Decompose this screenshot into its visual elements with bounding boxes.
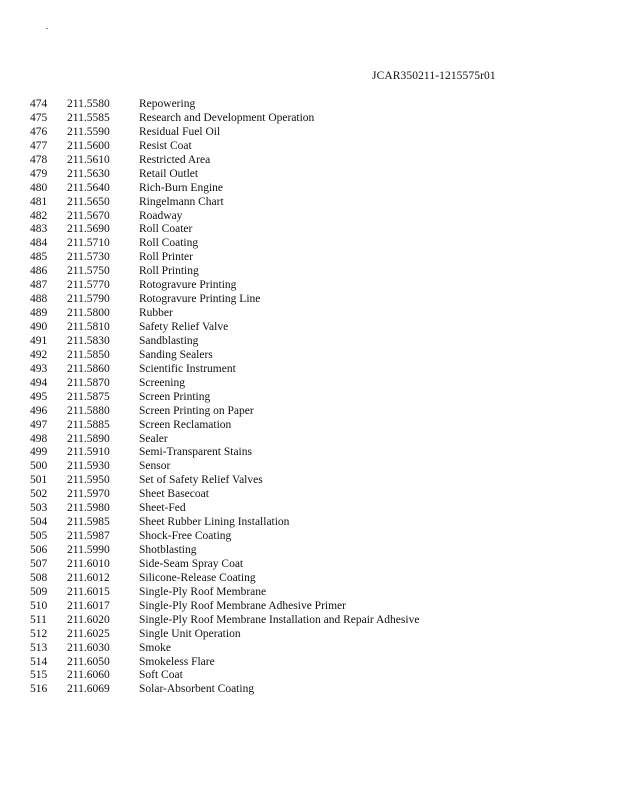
section-number: 211.6012 (67, 571, 110, 584)
item-number: 507 (30, 557, 48, 570)
section-number: 211.5990 (67, 544, 110, 556)
section-number: 211.5885 (67, 418, 110, 431)
defined-term: Screen Printing on Paper (139, 404, 254, 417)
list-item (0, 112, 619, 126)
section-number: 211.6017 (67, 599, 110, 612)
list-item (0, 516, 619, 530)
defined-term: Shotblasting (139, 544, 197, 556)
list-item (0, 405, 619, 419)
section-number: 211.5710 (67, 237, 110, 250)
definitions-list (0, 98, 619, 697)
list-item (0, 642, 619, 656)
section-number: 211.5830 (67, 334, 110, 347)
list-item (0, 433, 619, 447)
item-number: 476 (30, 125, 48, 138)
list-item (0, 321, 619, 335)
section-number: 211.5985 (67, 516, 110, 529)
list-item (0, 474, 619, 488)
defined-term: Rich-Burn Engine (139, 181, 223, 194)
defined-term: Shock-Free Coating (139, 530, 232, 543)
list-item (0, 154, 619, 168)
item-number: 497 (30, 418, 48, 431)
section-number: 211.5590 (67, 125, 110, 138)
list-item (0, 544, 619, 558)
section-number: 211.5670 (67, 209, 110, 222)
list-item (0, 335, 619, 349)
item-number: 508 (30, 571, 48, 584)
item-number: 496 (30, 404, 48, 417)
defined-term: Scientific Instrument (139, 362, 236, 375)
item-number: 493 (30, 362, 48, 375)
defined-term: Smoke (139, 641, 171, 654)
section-number: 211.5850 (67, 348, 110, 361)
item-number: 501 (30, 474, 48, 487)
section-number: 211.5970 (67, 488, 110, 501)
defined-term: Rotogravure Printing Line (139, 293, 261, 306)
section-number: 211.5910 (67, 446, 110, 459)
list-item (0, 586, 619, 600)
section-number: 211.5810 (67, 321, 110, 333)
list-item (0, 196, 619, 210)
document-id: JCAR350211-1215575r01 (372, 70, 496, 82)
section-number: 211.6020 (67, 613, 110, 626)
defined-term: Screening (139, 376, 185, 389)
defined-term: Sheet-Fed (139, 502, 186, 515)
item-number: 488 (30, 293, 48, 306)
item-number: 511 (30, 613, 47, 626)
list-item (0, 614, 619, 628)
defined-term: Safety Relief Valve (139, 321, 229, 333)
list-item (0, 126, 619, 140)
list-item (0, 363, 619, 377)
defined-term: Sandblasting (139, 334, 199, 347)
item-number: 477 (30, 139, 48, 152)
list-item (0, 223, 619, 237)
section-number: 211.5860 (67, 362, 110, 375)
list-item (0, 307, 619, 321)
list-item (0, 237, 619, 251)
item-number: 475 (30, 111, 48, 124)
item-number: 478 (30, 153, 48, 166)
list-item (0, 488, 619, 502)
defined-term: Roadway (139, 209, 183, 222)
list-item (0, 656, 619, 670)
item-number: 502 (30, 488, 48, 501)
list-item (0, 279, 619, 293)
defined-term: Sheet Rubber Lining Installation (139, 516, 290, 529)
item-number: 512 (30, 627, 48, 640)
defined-term: Retail Outlet (139, 167, 199, 180)
defined-term: Resist Coat (139, 139, 192, 152)
item-number: 499 (30, 446, 48, 459)
section-number: 211.6060 (67, 669, 110, 682)
item-number: 500 (30, 460, 48, 473)
list-item (0, 600, 619, 614)
list-item (0, 628, 619, 642)
defined-term: Screen Printing (139, 390, 211, 403)
list-item (0, 168, 619, 182)
defined-term: Smokeless Flare (139, 655, 215, 668)
item-number: 494 (30, 376, 48, 389)
section-number: 211.5640 (67, 181, 110, 194)
defined-term: Set of Safety Relief Valves (139, 474, 263, 487)
item-number: 482 (30, 209, 48, 222)
list-item (0, 669, 619, 683)
item-number: 506 (30, 544, 48, 556)
defined-term: Roll Coating (139, 237, 199, 250)
defined-term: Single Unit Operation (139, 627, 241, 640)
item-number: 505 (30, 530, 48, 543)
defined-term: Semi-Transparent Stains (139, 446, 252, 459)
section-number: 211.6015 (67, 585, 110, 598)
section-number: 211.5870 (67, 376, 110, 389)
defined-term: Residual Fuel Oil (139, 125, 221, 138)
list-item (0, 683, 619, 697)
section-number: 211.5580 (67, 98, 110, 110)
section-number: 211.5730 (67, 251, 110, 264)
list-item (0, 460, 619, 474)
item-number: 510 (30, 599, 48, 612)
item-number: 480 (30, 181, 48, 194)
defined-term: Silicone-Release Coating (139, 571, 256, 584)
section-number: 211.6025 (67, 627, 110, 640)
defined-term: Single-Ply Roof Membrane Installation and Repair Adhesive (139, 613, 420, 626)
item-number: 495 (30, 390, 48, 403)
section-number: 211.5610 (67, 153, 110, 166)
section-number: 211.6030 (67, 641, 110, 654)
section-number: 211.5880 (67, 404, 110, 417)
item-number: 490 (30, 321, 48, 333)
list-item (0, 391, 619, 405)
list-item (0, 98, 619, 112)
scan-speck (46, 28, 48, 29)
section-number: 211.5650 (67, 195, 110, 208)
defined-term: Screen Reclamation (139, 418, 232, 431)
item-number: 481 (30, 195, 48, 208)
list-item (0, 349, 619, 363)
list-item (0, 210, 619, 224)
defined-term: Repowering (139, 98, 196, 110)
section-number: 211.5600 (67, 139, 110, 152)
section-number: 211.5800 (67, 307, 110, 320)
item-number: 479 (30, 167, 48, 180)
section-number: 211.5987 (67, 530, 110, 543)
list-item (0, 558, 619, 572)
section-number: 211.5890 (67, 432, 110, 445)
item-number: 484 (30, 237, 48, 250)
defined-term: Roll Printer (139, 251, 193, 264)
section-number: 211.5630 (67, 167, 110, 180)
section-number: 211.5950 (67, 474, 110, 487)
defined-term: Sealer (139, 432, 168, 445)
defined-term: Sensor (139, 460, 171, 473)
section-number: 211.6010 (67, 557, 110, 570)
item-number: 504 (30, 516, 48, 529)
item-number: 492 (30, 348, 48, 361)
defined-term: Rubber (139, 307, 173, 320)
item-number: 515 (30, 669, 48, 682)
item-number: 474 (30, 98, 48, 110)
item-number: 491 (30, 334, 48, 347)
item-number: 514 (30, 655, 48, 668)
item-number: 483 (30, 223, 48, 236)
section-number: 211.6050 (67, 655, 110, 668)
list-item (0, 251, 619, 265)
defined-term: Ringelmann Chart (139, 195, 224, 208)
list-item (0, 502, 619, 516)
section-number: 211.6069 (67, 683, 110, 696)
section-number: 211.5980 (67, 502, 110, 515)
list-item (0, 140, 619, 154)
list-item (0, 419, 619, 433)
defined-term: Restricted Area (139, 153, 211, 166)
defined-term: Sanding Sealers (139, 348, 213, 361)
item-number: 489 (30, 307, 48, 320)
item-number: 509 (30, 585, 48, 598)
defined-term: Rotogravure Printing (139, 279, 237, 292)
defined-term: Single-Ply Roof Membrane Adhesive Primer (139, 599, 346, 612)
defined-term: Single-Ply Roof Membrane (139, 585, 267, 598)
item-number: 513 (30, 641, 48, 654)
item-number: 486 (30, 265, 48, 278)
list-item (0, 182, 619, 196)
item-number: 516 (30, 683, 48, 696)
item-number: 485 (30, 251, 48, 264)
list-item (0, 377, 619, 391)
section-number: 211.5930 (67, 460, 110, 473)
item-number: 498 (30, 432, 48, 445)
defined-term: Sheet Basecoat (139, 488, 209, 501)
section-number: 211.5875 (67, 390, 110, 403)
list-item (0, 530, 619, 544)
section-number: 211.5585 (67, 111, 110, 124)
defined-term: Soft Coat (139, 669, 183, 682)
defined-term: Research and Development Operation (139, 111, 315, 124)
list-item (0, 293, 619, 307)
list-item (0, 572, 619, 586)
section-number: 211.5750 (67, 265, 110, 278)
defined-term: Solar-Absorbent Coating (139, 683, 255, 696)
section-number: 211.5770 (67, 279, 110, 292)
section-number: 211.5690 (67, 223, 110, 236)
item-number: 503 (30, 502, 48, 515)
defined-term: Roll Coater (139, 223, 193, 236)
list-item (0, 265, 619, 279)
defined-term: Side-Seam Spray Coat (139, 557, 244, 570)
section-number: 211.5790 (67, 293, 110, 306)
list-item (0, 446, 619, 460)
defined-term: Roll Printing (139, 265, 199, 278)
item-number: 487 (30, 279, 48, 292)
